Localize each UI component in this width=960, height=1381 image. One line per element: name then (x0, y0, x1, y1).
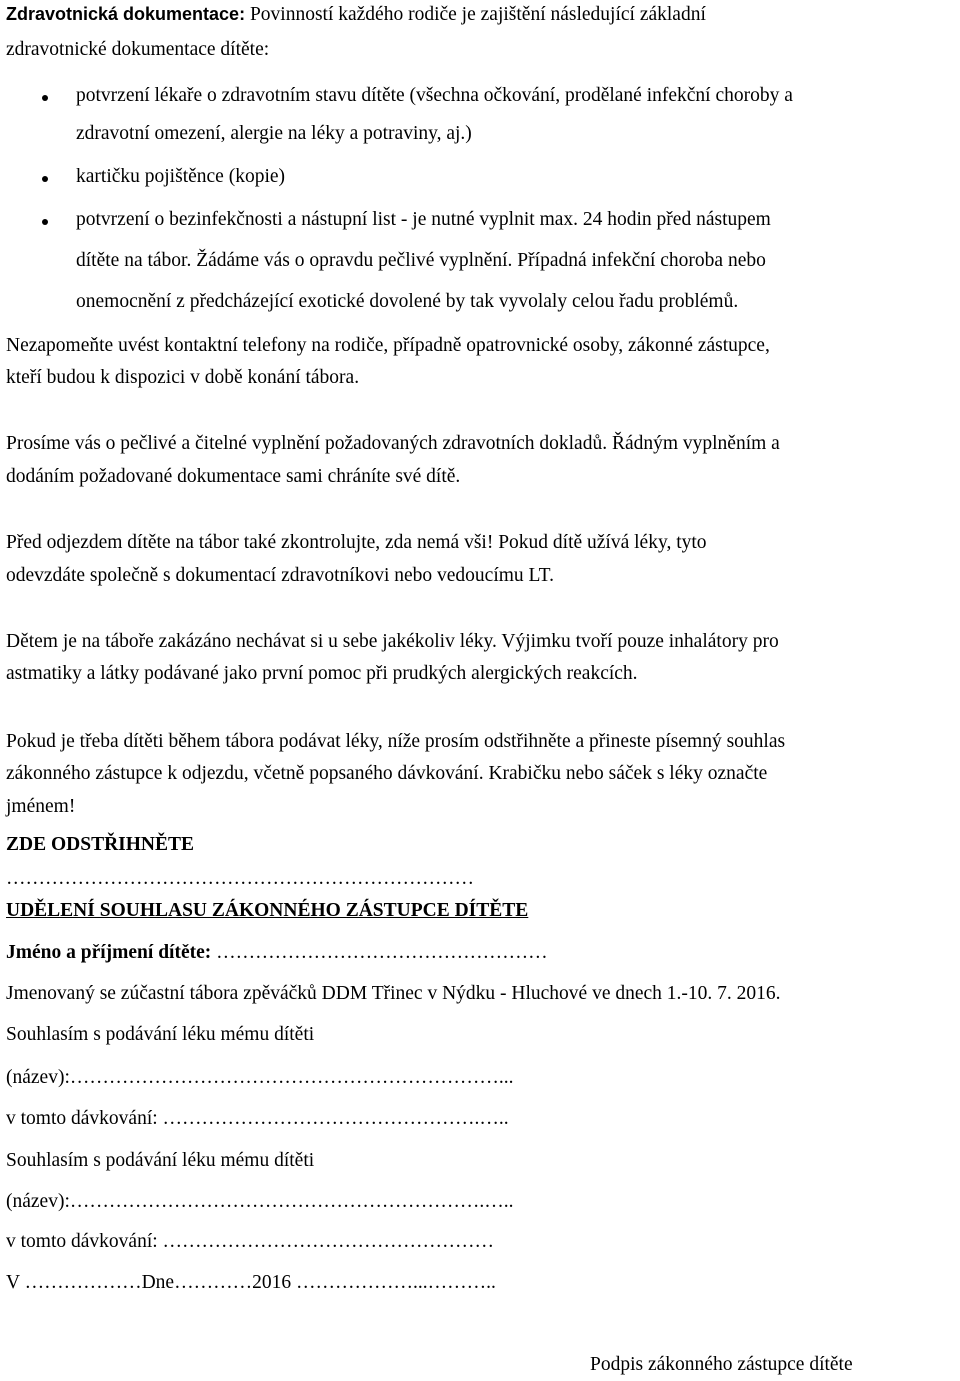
consent-2: Souhlasím s podávání léku mému dítěti (6, 1150, 315, 1171)
intro-line-1 (6, 2, 706, 27)
cut-heading: ZDE ODSTŘIHNĚTE (6, 834, 195, 855)
child-name-label: Jméno a příjmení dítěte: (6, 942, 212, 963)
child-name-row (6, 941, 548, 965)
dosage-2: v tomto dávkování: …………………………………………… (6, 1231, 495, 1252)
bullet-1-line-1: potvrzení lékaře o zdravotním stavu dítěte (všechna očkování, prodělané infekční choroby a (76, 85, 793, 106)
intro-text-1: Povinností každého rodiče je zajištění následující základní (249, 4, 706, 25)
bullet-1-line-2: zdravotní omezení, alergie na léky a potraviny, aj.) (76, 123, 472, 144)
medicine-name-2: (název):……………………………………………………….….. (6, 1191, 514, 1212)
lice-line-2: odevzdáte společně s dokumentací zdravotníkovi nebo vedoucímu LT. (6, 565, 555, 586)
contacts-line-2: kteří budou k dispozici v době konání tábora. (6, 367, 360, 388)
medicine-line-1: Pokud je třeba dítěti během tábora podávat léky, níže prosím odstřihněte a přineste písemný souhlas (6, 731, 786, 752)
bullet-dot-icon (42, 95, 48, 101)
consent-title: UDĚLENÍ SOUHLASU ZÁKONNÉHO ZÁSTUPCE DÍTĚTE (6, 900, 529, 921)
consent-1: Souhlasím s podávání léku mému dítěti (6, 1024, 315, 1045)
intro-label: Zdravotnická dokumentace: (6, 4, 246, 24)
forbidden-line-2: astmatiky a látky podávané jako první pomoc při prudkých alergických reakcích. (6, 663, 638, 684)
contacts-line-1: Nezapomeňte uvést kontaktní telefony na rodiče, případně opatrovnické osoby, zákonné zástupce, (6, 335, 770, 356)
bullet-3-line-3: onemocnění z předcházející exotické dovolené by tak vyvolaly celou řadu problémů. (76, 291, 739, 312)
medicine-line-3: jménem! (6, 796, 76, 817)
lice-line-1: Před odjezdem dítěte na tábor také zkontrolujte, zda nemá vši! Pokud dítě užívá léky, tyto (6, 532, 707, 553)
forbidden-line-1: Dětem je na táboře zakázáno nechávat si u sebe jakékoliv léky. Výjimku tvoří pouze inhalátory pro (6, 631, 779, 652)
medicine-line-2: zákonného zástupce k odjezdu, včetně popsaného dávkování. Krabičku nebo sáček s léky označte (6, 763, 768, 784)
careful-line-1: Prosíme vás o pečlivé a čitelné vyplnění požadovaných zdravotních dokladů. Řádným vyplněním a (6, 433, 780, 454)
bullet-3-line-1: potvrzení o bezinfekčnosti a nástupní list - je nutné vyplnit max. 24 hodin před nástupem (76, 209, 771, 230)
medicine-name-1: (název):…………………………………………………………... (6, 1067, 514, 1088)
signature-label: Podpis zákonného zástupce dítěte (590, 1354, 853, 1375)
intro-line-2: zdravotnické dokumentace dítěte: (6, 39, 270, 60)
place-date-row: V ………………Dne…………2016 ………………...……….. (6, 1272, 496, 1293)
bullet-2-line-1: kartičku pojištěnce (kopie) (76, 166, 286, 187)
careful-line-2: dodáním požadované dokumentace sami chráníte své dítě. (6, 466, 461, 487)
bullet-dot-icon (42, 176, 48, 182)
bullet-3-line-2: dítěte na tábor. Žádáme vás o opravdu pečlivé vyplnění. Případná infekční choroba nebo (76, 250, 766, 271)
cut-line: ……………………………………………………………… (6, 868, 474, 889)
child-name-field: …………………………………………… (216, 942, 548, 963)
camp-text: Jmenovaný se zúčastní tábora zpěváčků DDM Třinec v Nýdku - Hluchové ve dnech 1.-10. 7. 2016. (6, 983, 781, 1004)
dosage-1: v tomto dávkování: ………………………………………….….. (6, 1108, 509, 1129)
bullet-dot-icon (42, 219, 48, 225)
